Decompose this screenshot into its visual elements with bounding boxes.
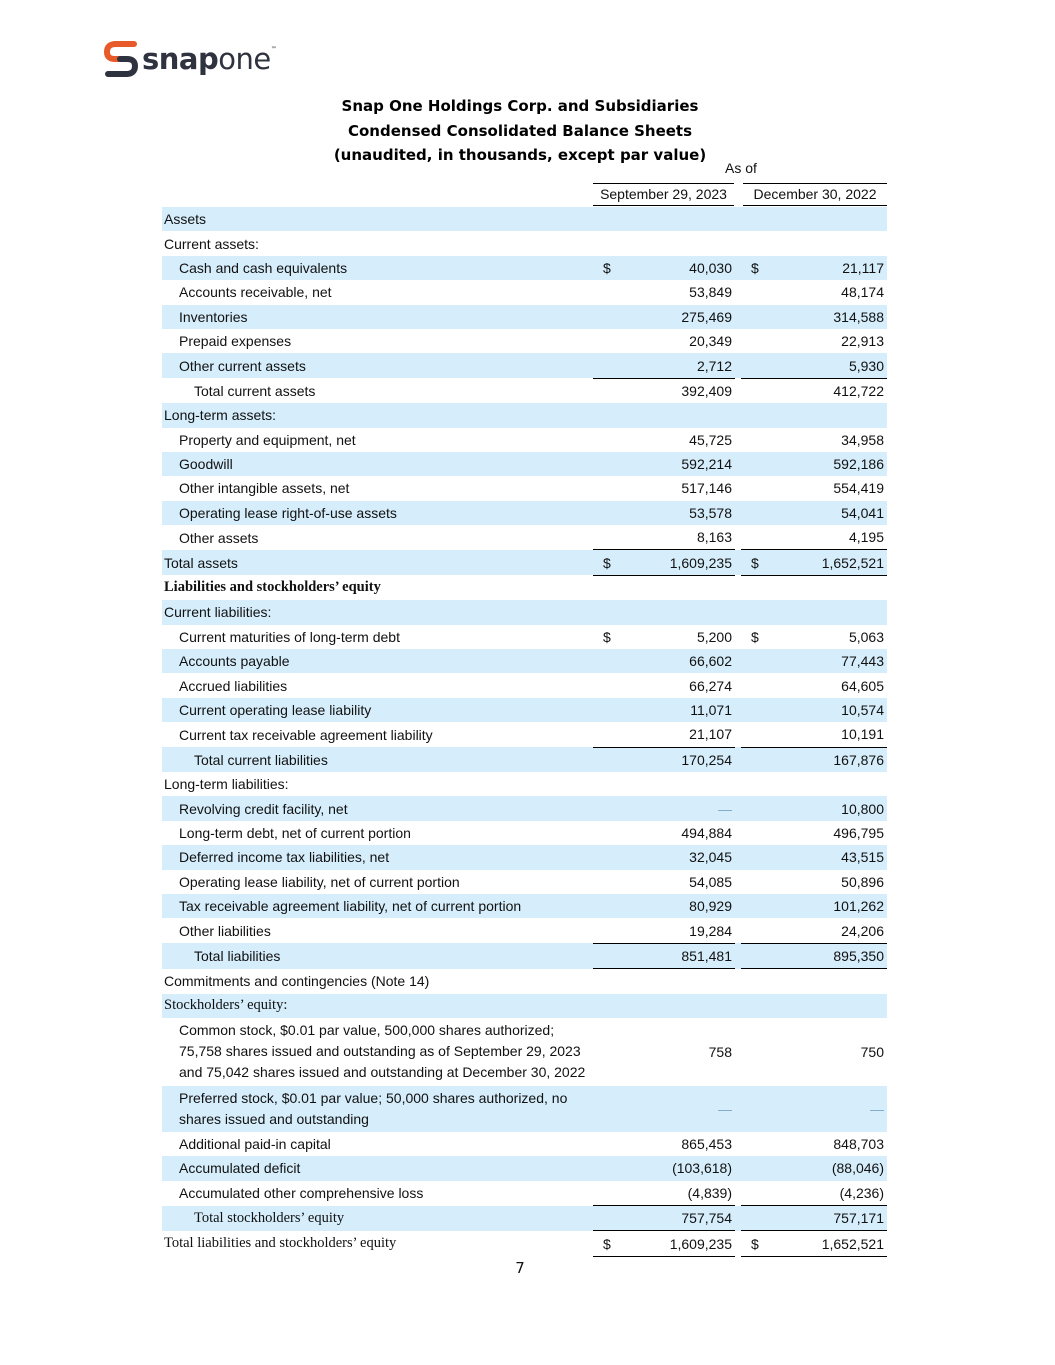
table-row: Current maturities of long-term debt $ 5,200 $ 5,063: [162, 625, 887, 649]
table-row: Current tax receivable agreement liability 21,107 10,191: [162, 722, 887, 747]
table-row: Long-term assets:: [162, 403, 887, 427]
table-row: Total stockholders’ equity 757,754 757,171: [162, 1206, 887, 1231]
table-row: Total current liabilities 170,254 167,876: [162, 747, 887, 772]
table-row: Accounts receivable, net 53,849 48,174: [162, 280, 887, 304]
table-row: Prepaid expenses 20,349 22,913: [162, 329, 887, 353]
table-row: Additional paid-in capital 865,453 848,703: [162, 1132, 887, 1156]
logo-wordmark: snapone™: [142, 41, 277, 76]
table-row: Liabilities and stockholders’ equity: [162, 575, 887, 600]
table-row: Preferred stock, $0.01 par value; 50,000 shares authorized, no shares issued and outstanding — —: [162, 1086, 887, 1132]
table-row: Revolving credit facility, net — 10,800: [162, 796, 887, 820]
table-row: Assets: [162, 207, 887, 231]
company-logo: [104, 40, 276, 78]
table-row: Other liabilities 19,284 24,206: [162, 918, 887, 943]
title-company: Snap One Holdings Corp. and Subsidiaries: [341, 97, 699, 115]
table-row: Total liabilities 851,481 895,350: [162, 943, 887, 968]
table-row: Deferred income tax liabilities, net 32,045 43,515: [162, 845, 887, 869]
table-row: Total assets $ 1,609,235 $ 1,652,521: [162, 550, 887, 575]
report-title: [0, 94, 1040, 168]
table-row: Tax receivable agreement liability, net of current portion 80,929 101,262: [162, 894, 887, 918]
table-row: Total liabilities and stockholders’ equity $ 1,609,235 $ 1,652,521: [162, 1231, 887, 1256]
column-headers: [593, 183, 887, 207]
table-row: Goodwill 592,214 592,186: [162, 452, 887, 476]
table-row: Accrued liabilities 66,274 64,605: [162, 673, 887, 697]
table-row: Other intangible assets, net 517,146 554,419: [162, 476, 887, 500]
table-row: Property and equipment, net 45,725 34,958: [162, 428, 887, 452]
table-row: Long-term debt, net of current portion 494,884 496,795: [162, 821, 887, 845]
table-row: Other current assets 2,712 5,930: [162, 353, 887, 378]
table-row: Long-term liabilities:: [162, 772, 887, 796]
table-row: Operating lease liability, net of current portion 54,085 50,896: [162, 870, 887, 894]
table-row: Stockholders’ equity:: [162, 994, 887, 1018]
title-statement: Condensed Consolidated Balance Sheets: [347, 121, 693, 140]
table-row: Accumulated deficit (103,618) (88,046): [162, 1156, 887, 1180]
table-row: Inventories 275,469 314,588: [162, 305, 887, 329]
table-row: Accounts payable 66,602 77,443: [162, 649, 887, 673]
table-row: Other assets 8,163 4,195: [162, 525, 887, 550]
column-header-sep-2023: September 29, 2023: [593, 183, 734, 206]
table-row: Current operating lease liability 11,071 10,574: [162, 698, 887, 722]
table-row: Cash and cash equivalents $ 40,030 $ 21,117: [162, 256, 887, 280]
table-row: Commitments and contingencies (Note 14): [162, 969, 887, 994]
table-row: Operating lease right-of-use assets 53,578 54,041: [162, 501, 887, 525]
balance-sheet-table: [162, 207, 887, 1257]
title-subtitle: (unaudited, in thousands, except par value): [333, 146, 707, 164]
column-header-dec-2022: December 30, 2022: [743, 183, 887, 206]
table-row: Accumulated other comprehensive loss (4,839) (4,236): [162, 1181, 887, 1206]
page-number: 7: [515, 1259, 525, 1277]
table-row: Current assets:: [162, 231, 887, 255]
table-row: Current liabilities:: [162, 600, 887, 624]
table-row: Total current assets 392,409 412,722: [162, 378, 887, 403]
snap-one-logo-mark-icon: [104, 41, 138, 77]
table-row: Common stock, $0.01 par value, 500,000 shares authorized; 75,758 shares issued and outstanding as of September 29, 2023 and 75,042 shares issued and outstanding at December 30, 2022 758 750: [162, 1018, 887, 1086]
as-of-label: As of: [725, 160, 757, 176]
